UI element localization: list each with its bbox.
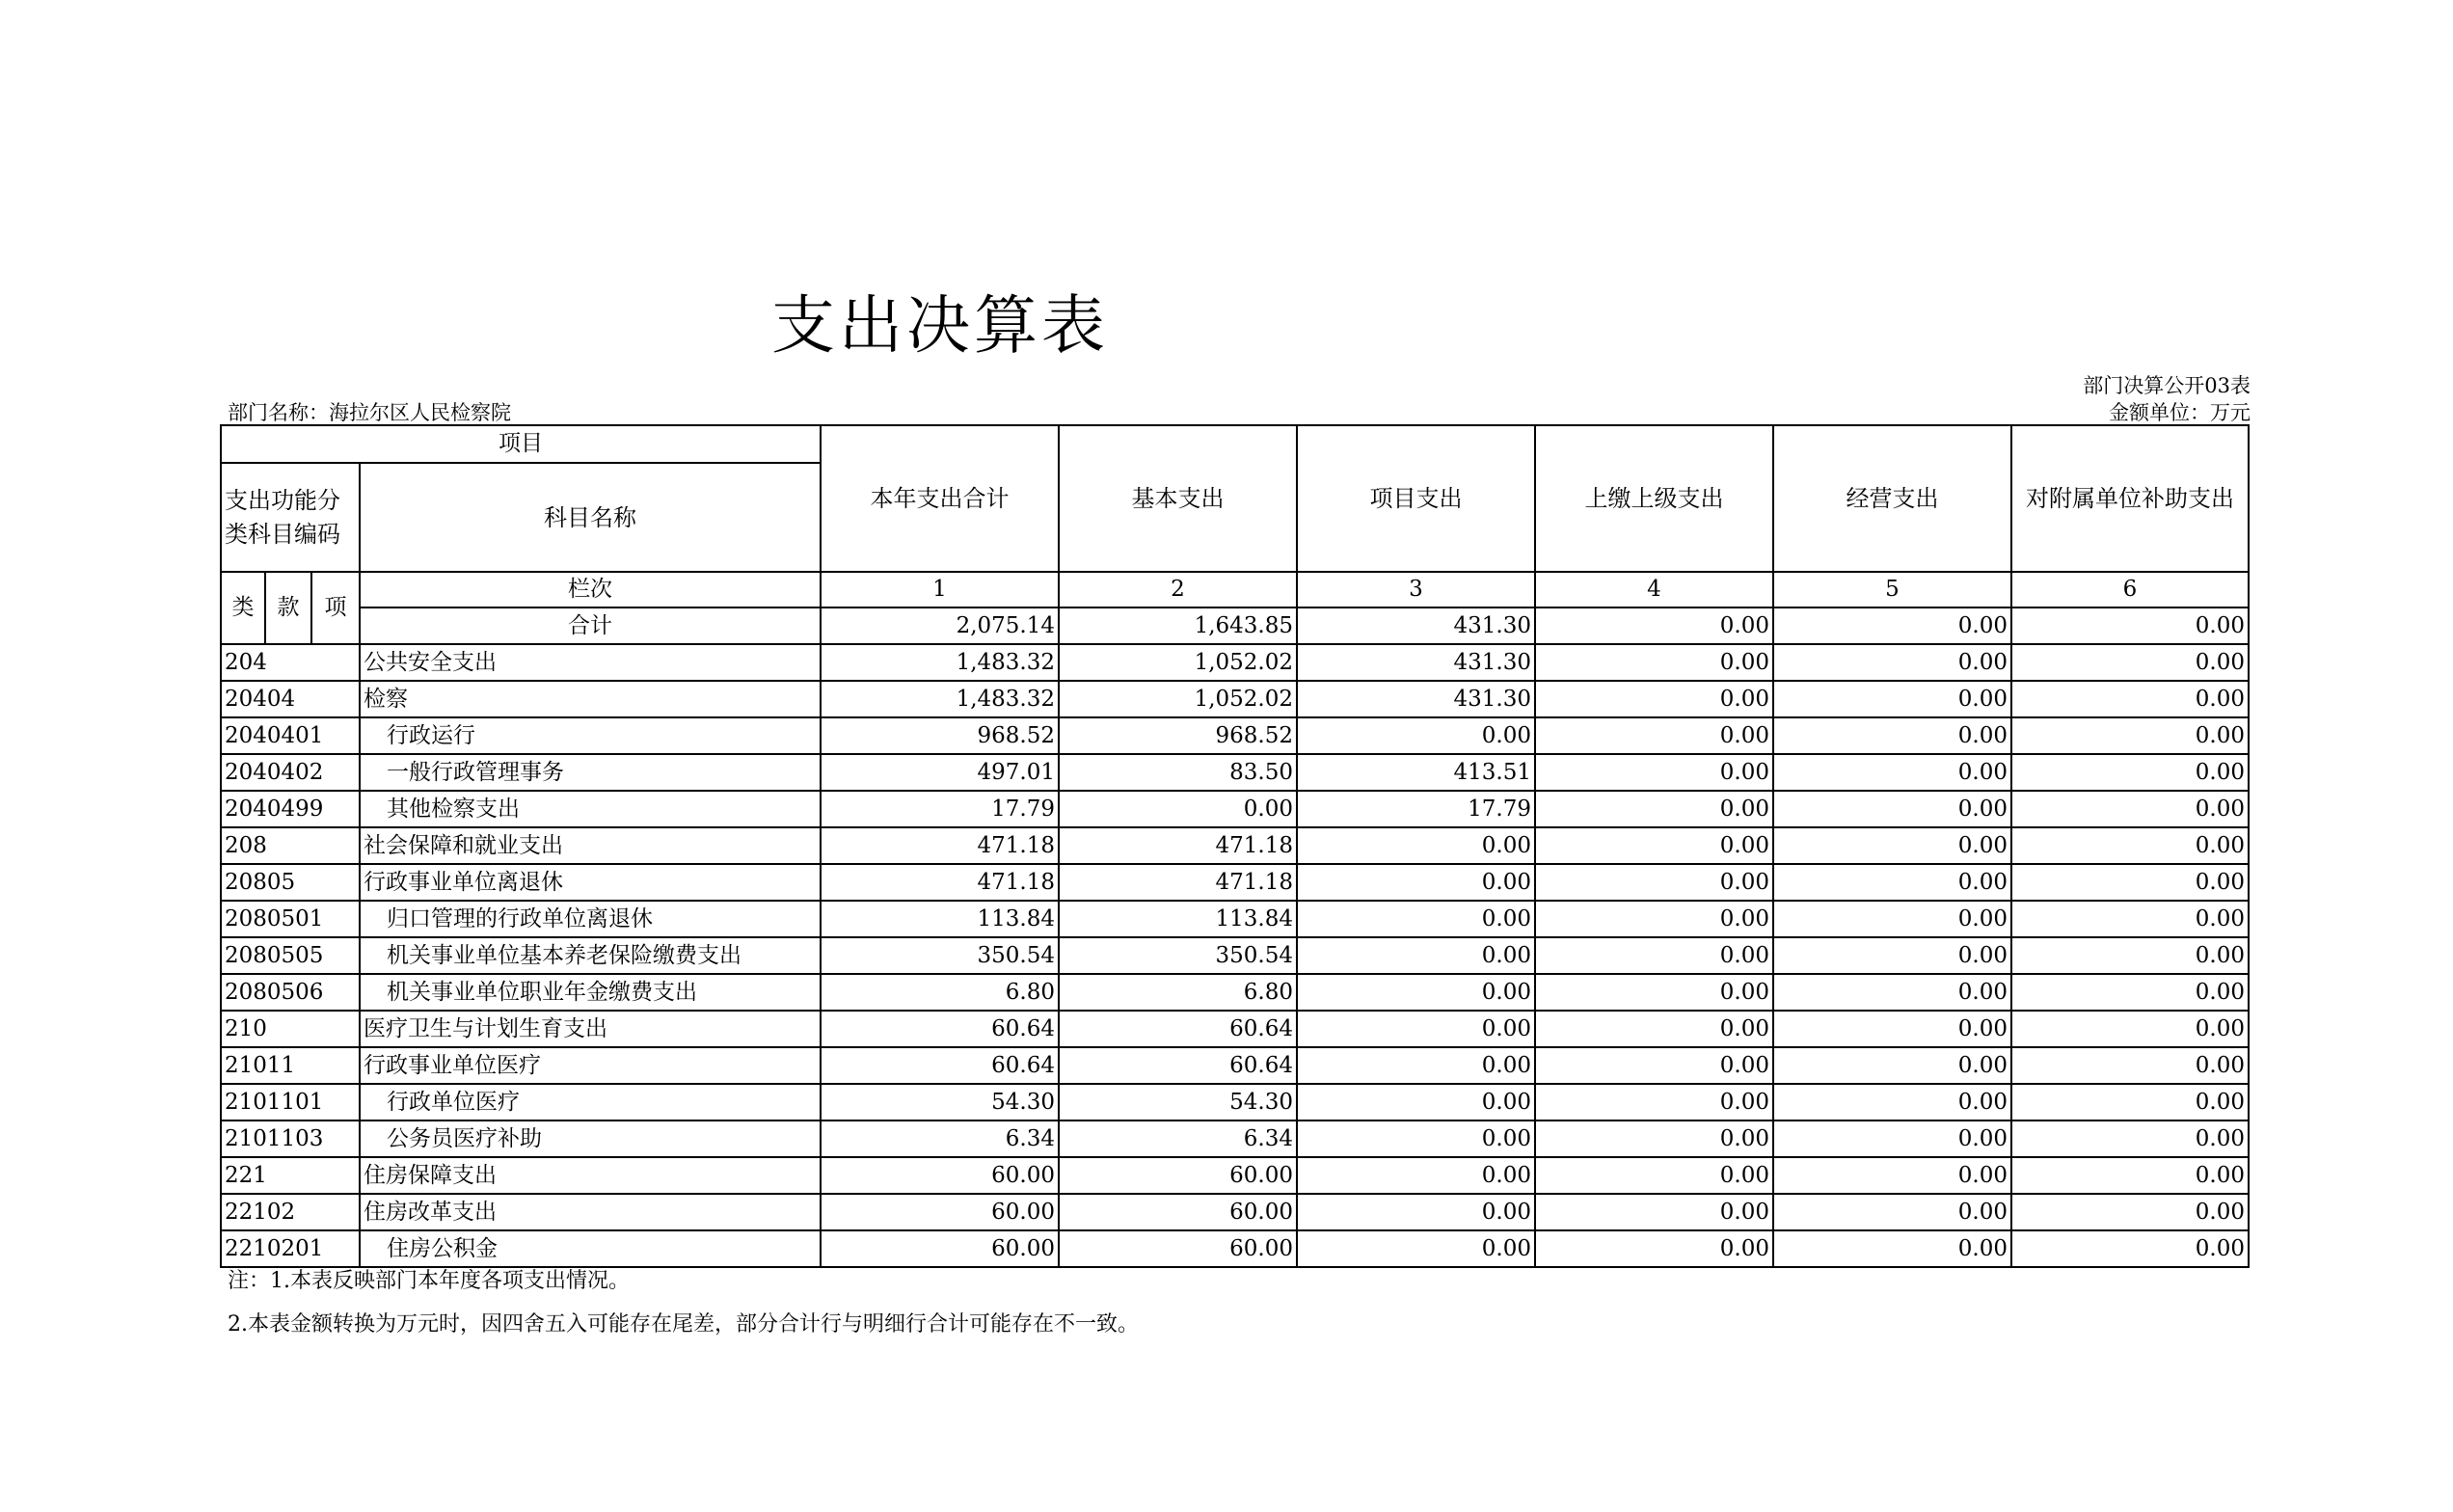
- form-code: 部门决算公开03表: [2083, 374, 2251, 397]
- row-value: 17.79: [821, 791, 1059, 827]
- row-value: 0.00: [1535, 1230, 1773, 1267]
- row-value: 54.30: [821, 1084, 1059, 1120]
- total-row: [221, 608, 2249, 644]
- row-value: 0.00: [2011, 1047, 2249, 1084]
- row-value: 0.00: [2011, 901, 2249, 937]
- row-value: 0.00: [2011, 827, 2249, 864]
- page-title: 支出决算表: [771, 288, 1109, 363]
- col-number: 4: [1535, 572, 1773, 608]
- table-row: [221, 1194, 2249, 1230]
- table-row: [221, 974, 2249, 1011]
- col-header-operating: 经营支出: [1773, 425, 2011, 572]
- col-number: 5: [1773, 572, 2011, 608]
- row-value: 6.34: [1059, 1120, 1297, 1157]
- table-row: [221, 791, 2249, 827]
- row-name: 机关事业单位基本养老保险缴费支出: [360, 937, 821, 974]
- row-value: 0.00: [1535, 864, 1773, 901]
- row-value: 113.84: [1059, 901, 1297, 937]
- table-row: [221, 754, 2249, 791]
- row-value: 0.00: [1297, 1230, 1535, 1267]
- row-value: 0.00: [1535, 644, 1773, 681]
- row-value: 0.00: [1297, 1011, 1535, 1047]
- department-name: 部门名称：海拉尔区人民检察院: [228, 401, 511, 424]
- col-number: 3: [1297, 572, 1535, 608]
- row-value: 0.00: [1297, 937, 1535, 974]
- row-value: 0.00: [1297, 901, 1535, 937]
- row-value: 471.18: [1059, 864, 1297, 901]
- row-value: 1,483.32: [821, 644, 1059, 681]
- col-header-subsidy-affiliates: 对附属单位补助支出: [2011, 425, 2249, 572]
- table-row: [221, 864, 2249, 901]
- row-name: 住房改革支出: [360, 1194, 821, 1230]
- header-code-label: 支出功能分类科目编码: [221, 463, 360, 572]
- col-header-total: 本年支出合计: [821, 425, 1059, 572]
- row-value: 431.30: [1297, 681, 1535, 717]
- row-value: 0.00: [1773, 1047, 2011, 1084]
- row-name: 医疗卫生与计划生育支出: [360, 1011, 821, 1047]
- row-value: 0.00: [1535, 974, 1773, 1011]
- row-value: 60.00: [821, 1157, 1059, 1194]
- row-code: 2101101: [221, 1084, 360, 1120]
- col-header-project: 项目支出: [1297, 425, 1535, 572]
- row-name: 归口管理的行政单位离退休: [360, 901, 821, 937]
- header-project: 项目: [221, 425, 821, 463]
- row-value: 6.80: [1059, 974, 1297, 1011]
- row-value: 0.00: [1773, 974, 2011, 1011]
- row-value: 0.00: [2011, 1084, 2249, 1120]
- header-xiang: 项: [311, 572, 360, 644]
- header-kuan: 款: [265, 572, 311, 644]
- row-value: 0.00: [1773, 1194, 2011, 1230]
- row-code: 221: [221, 1157, 360, 1194]
- row-code: 2040401: [221, 717, 360, 754]
- row-value: 0.00: [1297, 1120, 1535, 1157]
- row-value: 0.00: [2011, 1157, 2249, 1194]
- row-code: 21011: [221, 1047, 360, 1084]
- table-row: [221, 901, 2249, 937]
- row-name: 行政事业单位医疗: [360, 1047, 821, 1084]
- row-value: 113.84: [821, 901, 1059, 937]
- total-value: 0.00: [1773, 608, 2011, 644]
- row-value: 0.00: [1535, 1011, 1773, 1047]
- table-row: [221, 1084, 2249, 1120]
- row-value: 0.00: [1535, 937, 1773, 974]
- table-row: [221, 717, 2249, 754]
- row-value: 968.52: [1059, 717, 1297, 754]
- row-value: 60.64: [821, 1047, 1059, 1084]
- header-row-1: [221, 425, 2249, 463]
- row-value: 350.54: [821, 937, 1059, 974]
- row-value: 60.64: [1059, 1011, 1297, 1047]
- row-value: 60.00: [821, 1230, 1059, 1267]
- row-value: 0.00: [2011, 717, 2249, 754]
- row-code: 22102: [221, 1194, 360, 1230]
- total-value: 2,075.14: [821, 608, 1059, 644]
- row-code: 20404: [221, 681, 360, 717]
- header-name-label: 科目名称: [360, 463, 821, 572]
- row-name: 其他检察支出: [360, 791, 821, 827]
- row-name: 公共安全支出: [360, 644, 821, 681]
- row-name: 一般行政管理事务: [360, 754, 821, 791]
- total-value: 431.30: [1297, 608, 1535, 644]
- row-value: 0.00: [1773, 827, 2011, 864]
- total-value: 0.00: [1535, 608, 1773, 644]
- row-value: 0.00: [1297, 1047, 1535, 1084]
- table-row: [221, 1157, 2249, 1194]
- row-code: 210: [221, 1011, 360, 1047]
- col-number: 6: [2011, 572, 2249, 608]
- row-value: 0.00: [1773, 1157, 2011, 1194]
- row-value: 0.00: [1535, 1194, 1773, 1230]
- table-row: [221, 1230, 2249, 1267]
- row-value: 471.18: [1059, 827, 1297, 864]
- row-value: 17.79: [1297, 791, 1535, 827]
- row-value: 1,483.32: [821, 681, 1059, 717]
- row-code: 2080505: [221, 937, 360, 974]
- row-value: 431.30: [1297, 644, 1535, 681]
- row-value: 497.01: [821, 754, 1059, 791]
- row-value: 0.00: [1297, 1157, 1535, 1194]
- row-value: 0.00: [2011, 791, 2249, 827]
- row-value: 54.30: [1059, 1084, 1297, 1120]
- header-lei: 类: [221, 572, 265, 644]
- row-value: 0.00: [1535, 1120, 1773, 1157]
- row-name: 社会保障和就业支出: [360, 827, 821, 864]
- row-value: 0.00: [1535, 1157, 1773, 1194]
- row-value: 6.80: [821, 974, 1059, 1011]
- row-value: 0.00: [1773, 717, 2011, 754]
- row-value: 0.00: [2011, 937, 2249, 974]
- row-value: 0.00: [1535, 827, 1773, 864]
- total-value: 1,643.85: [1059, 608, 1297, 644]
- table-row: [221, 1047, 2249, 1084]
- col-number: 2: [1059, 572, 1297, 608]
- table-row: [221, 1011, 2249, 1047]
- row-value: 0.00: [1535, 1084, 1773, 1120]
- row-name: 住房保障支出: [360, 1157, 821, 1194]
- row-value: 0.00: [1535, 901, 1773, 937]
- header-lanci: 栏次: [360, 572, 821, 608]
- row-code: 2080506: [221, 974, 360, 1011]
- row-value: 60.00: [1059, 1194, 1297, 1230]
- row-value: 0.00: [1059, 791, 1297, 827]
- row-value: 968.52: [821, 717, 1059, 754]
- row-value: 0.00: [1773, 864, 2011, 901]
- row-value: 0.00: [2011, 754, 2249, 791]
- row-value: 0.00: [1773, 901, 2011, 937]
- footnote-1: 注：1.本表反映部门本年度各项支出情况。: [228, 1269, 630, 1293]
- row-value: 83.50: [1059, 754, 1297, 791]
- row-value: 6.34: [821, 1120, 1059, 1157]
- row-value: 60.00: [1059, 1157, 1297, 1194]
- row-value: 471.18: [821, 827, 1059, 864]
- row-value: 413.51: [1297, 754, 1535, 791]
- row-value: 0.00: [1535, 791, 1773, 827]
- row-name: 行政事业单位离退休: [360, 864, 821, 901]
- row-code: 204: [221, 644, 360, 681]
- row-value: 0.00: [2011, 974, 2249, 1011]
- row-value: 0.00: [1297, 717, 1535, 754]
- row-value: 60.00: [1059, 1230, 1297, 1267]
- row-name: 行政单位医疗: [360, 1084, 821, 1120]
- row-code: 2210201: [221, 1230, 360, 1267]
- row-value: 0.00: [1535, 681, 1773, 717]
- row-value: 0.00: [1773, 1230, 2011, 1267]
- col-header-remit-superior: 上缴上级支出: [1535, 425, 1773, 572]
- row-code: 2040499: [221, 791, 360, 827]
- row-value: 0.00: [1535, 1047, 1773, 1084]
- row-value: 0.00: [2011, 681, 2249, 717]
- unit-label: 金额单位：万元: [2109, 401, 2251, 424]
- row-name: 检察: [360, 681, 821, 717]
- row-value: 0.00: [1297, 827, 1535, 864]
- total-label: 合计: [360, 608, 821, 644]
- footnote-2: 2.本表金额转换为万元时，因四舍五入可能存在尾差，部分合计行与明细行合计可能存在不一致。: [228, 1312, 1139, 1336]
- row-value: 350.54: [1059, 937, 1297, 974]
- header-row-3: [221, 572, 2249, 608]
- row-value: 0.00: [2011, 1194, 2249, 1230]
- row-value: 1,052.02: [1059, 644, 1297, 681]
- row-code: 208: [221, 827, 360, 864]
- row-code: 2040402: [221, 754, 360, 791]
- row-value: 0.00: [1297, 1194, 1535, 1230]
- row-name: 机关事业单位职业年金缴费支出: [360, 974, 821, 1011]
- row-value: 60.64: [1059, 1047, 1297, 1084]
- expenditure-table: [220, 424, 2250, 1268]
- table-row: [221, 1120, 2249, 1157]
- row-value: 0.00: [1773, 937, 2011, 974]
- row-name: 住房公积金: [360, 1230, 821, 1267]
- row-value: 0.00: [1297, 1084, 1535, 1120]
- table-row: [221, 827, 2249, 864]
- row-value: 0.00: [1297, 974, 1535, 1011]
- row-value: 0.00: [1773, 1120, 2011, 1157]
- row-value: 0.00: [2011, 644, 2249, 681]
- table-row: [221, 937, 2249, 974]
- row-value: 0.00: [1773, 1011, 2011, 1047]
- table-row: [221, 644, 2249, 681]
- row-value: 60.64: [821, 1011, 1059, 1047]
- row-value: 0.00: [1773, 754, 2011, 791]
- table-row: [221, 681, 2249, 717]
- row-value: 60.00: [821, 1194, 1059, 1230]
- row-value: 0.00: [1773, 1084, 2011, 1120]
- row-value: 0.00: [2011, 1230, 2249, 1267]
- row-name: 行政运行: [360, 717, 821, 754]
- row-value: 0.00: [1297, 864, 1535, 901]
- row-value: 471.18: [821, 864, 1059, 901]
- row-value: 0.00: [1773, 791, 2011, 827]
- col-number: 1: [821, 572, 1059, 608]
- row-value: 0.00: [1773, 644, 2011, 681]
- row-value: 0.00: [1535, 754, 1773, 791]
- row-code: 20805: [221, 864, 360, 901]
- row-code: 2080501: [221, 901, 360, 937]
- row-value: 0.00: [2011, 1011, 2249, 1047]
- row-value: 0.00: [2011, 864, 2249, 901]
- row-value: 0.00: [1535, 717, 1773, 754]
- row-value: 0.00: [2011, 1120, 2249, 1157]
- row-name: 公务员医疗补助: [360, 1120, 821, 1157]
- row-code: 2101103: [221, 1120, 360, 1157]
- col-header-basic: 基本支出: [1059, 425, 1297, 572]
- row-value: 0.00: [1773, 681, 2011, 717]
- total-value: 0.00: [2011, 608, 2249, 644]
- row-value: 1,052.02: [1059, 681, 1297, 717]
